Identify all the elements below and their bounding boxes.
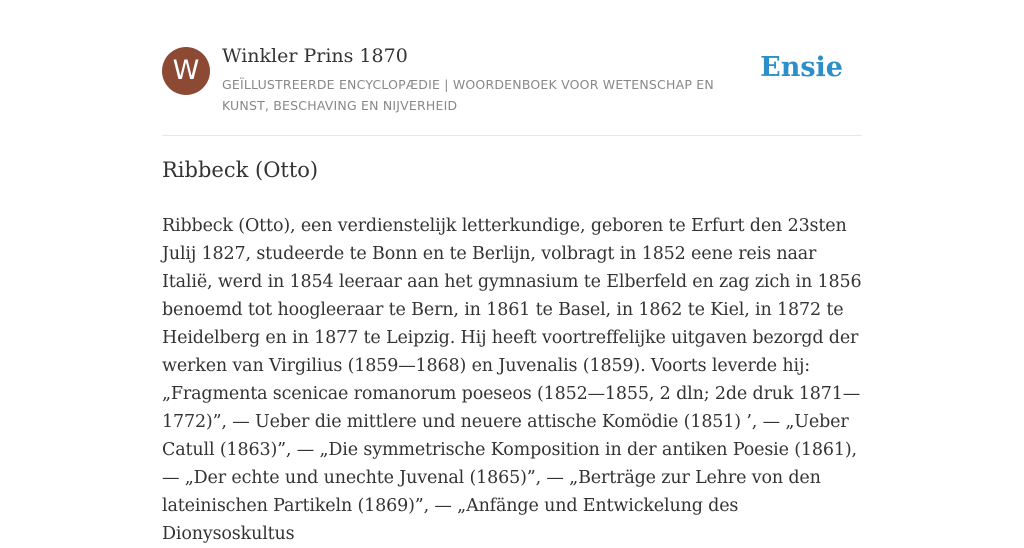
header-divider [162, 135, 862, 136]
entry-title: Ribbeck (Otto) [162, 158, 319, 182]
source-avatar[interactable]: W [162, 47, 210, 95]
source-subtitle: GEÏLLUSTREERDE ENCYCLOPÆDIE | WOORDENBOEK VOOR WETENSCHAP EN KUNST, BESCHAVING EN NIJVERHEID [222, 77, 714, 113]
entry-body: Ribbeck (Otto), een verdienstelijk letterkundige, geboren te Erfurt den 23sten Julij 1827, studeerde te Bonn en te Berlijn, volbragt in 1852 eene reis naar Italië, werd in 1854 leeraar aan het gymnasium te Elberfeld en zag zich in 1856 benoemd tot hoogleeraar te Bern, in 1861 te Basel, in 1862 te Kiel, in 1872 te Heidelberg en in 1877 te Leipzig. Hij heeft voortreffelijke uitgaven bezorgd der werken van Virgilius (1859—1868) en Juvenalis (1859). Voorts leverde hij: „Fragmenta scenicae romanorum poeseos (1852—1855, 2 dln; 2de druk 1871—1772)”, — Ueber die mittlere und neuere attische Komödie (1851) ’, — „Ueber Catull (1863)”, — „Die symmetrische Komposition in der antiken Poesie (1861), — „Der echte und unechte Juvenal (1865)”, — „Berträge zur Lehre von den lateinischen Partikeln (1869)”, — „Anfänge und Entwickelung des Dionysoskultus [162, 216, 862, 544]
source-title[interactable]: Winkler Prins 1870 [222, 45, 408, 67]
source-header [162, 44, 862, 136]
ensie-logo-link[interactable]: Ensie [760, 52, 843, 83]
